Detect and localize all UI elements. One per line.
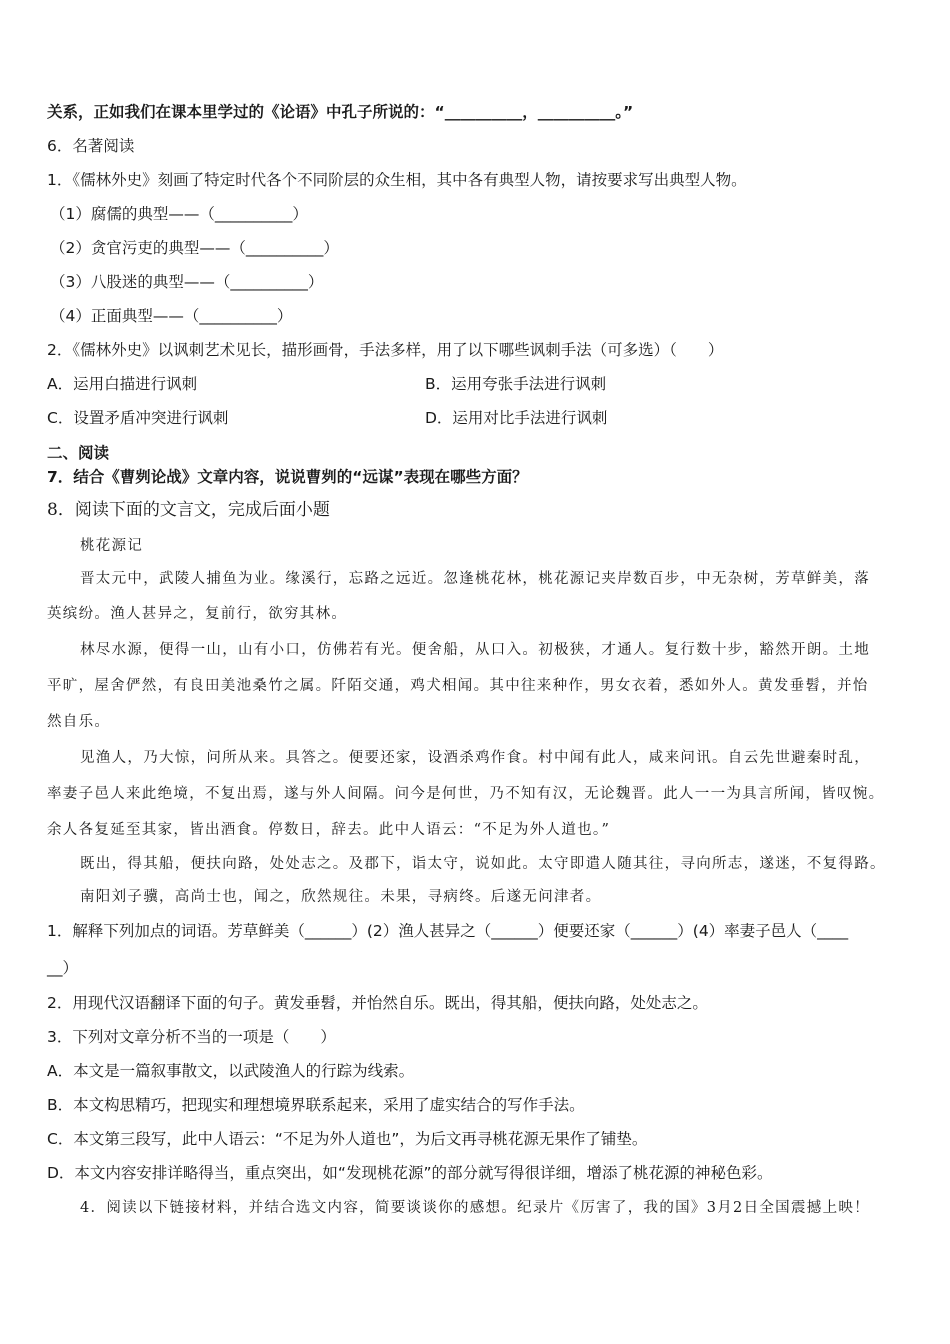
- passage-line-2: 英缤纷。渔人甚异之，复前行，欲穷其林。: [47, 606, 348, 622]
- q6-item-3: （3）八股迷的典型——（__________）: [50, 273, 324, 291]
- passage-line-9: 既出，得其船，便扶向路，处处志之。及郡下，诣太守，说如此。太守即遣人随其往，寻向所志，遂迷，不复得路。: [80, 856, 886, 872]
- q7-question: 7．结合《曹刿论战》文章内容，说说曹刿的“远谋”表现在哪些方面？: [47, 468, 528, 486]
- sub-q3: 3．下列对文章分析不当的一项是（ ）: [47, 1028, 336, 1046]
- passage-title: 桃花源记: [80, 538, 144, 554]
- q6-heading: 6．名著阅读: [47, 137, 135, 155]
- sub-q3-option-b: B．本文构思精巧，把现实和理想境界联系起来，采用了虚实结合的写作手法。: [47, 1096, 585, 1114]
- sub-q3-option-c: C．本文第三段写，此中人语云：“不足为外人道也”，为后文再寻桃花源无果作了铺垫。: [47, 1130, 648, 1148]
- q8-question: 8．阅读下面的文言文，完成后面小题: [47, 500, 330, 520]
- q6-question-1: 1．《儒林外史》刻画了特定时代各个不同阶层的众生相，其中各有典型人物，请按要求写出典型人物。: [47, 171, 747, 189]
- sub-q2: 2．用现代汉语翻译下面的句子。黄发垂髫，并怡然自乐。既出，得其船，便扶向路，处处志之。: [47, 994, 708, 1012]
- sub-q3-option-d: D．本文内容安排详略得当，重点突出，如“发现桃花源”的部分就写得很详细，增添了桃花源的神秘色彩。: [47, 1164, 773, 1182]
- q6-item-1: （1）腐儒的典型——（__________）: [50, 205, 308, 223]
- passage-line-10: 南阳刘子骥，高尚士也，闻之，欣然规往。未果，寻病终。后遂无问津者。: [80, 889, 602, 905]
- sub-q1-line-2: __）: [47, 959, 79, 977]
- passage-line-4: 平旷，屋舍俨然，有良田美池桑竹之属。阡陌交通，鸡犬相闻。其中往来种作，男女衣着，悉如外人。黄发垂髫，并怡: [47, 678, 869, 694]
- option-d: D．运用对比手法进行讽刺: [425, 409, 608, 427]
- q6-options-row-1: [47, 373, 607, 395]
- option-b: B．运用夸张手法进行讽刺: [425, 375, 607, 393]
- passage-line-6: 见渔人，乃大惊，问所从来。具答之。便要还家，设酒杀鸡作食。村中闻有此人，咸来问讯。自云先世避秦时乱，: [80, 750, 870, 766]
- top-continuation-line: 关系，正如我们在课本里学过的《论语》中孔子所说的：“__________，__________。”: [47, 103, 634, 121]
- passage-line-1: 晋太元中，武陵人捕鱼为业。缘溪行，忘路之远近。忽逢桃花林，桃花源记夹岸数百步，中无杂树，芳草鲜美，落: [80, 571, 870, 587]
- q6-item-4: （4）正面典型——（__________）: [50, 307, 293, 325]
- q6-question-2: 2．《儒林外史》以讽刺艺术见长，描形画骨，手法多样，用了以下哪些讽刺手法（可多选）（ ）: [47, 341, 724, 359]
- q6-options-row-2: [47, 407, 608, 429]
- sub-q1-line-1: 1．解释下列加点的词语。芳草鲜美（______）(2）渔人甚异之（______）便要还家（______）(4）率妻子邑人（____: [47, 922, 849, 940]
- passage-line-8: 余人各复延至其家，皆出酒食。停数日，辞去。此中人语云：“不足为外人道也。”: [47, 822, 611, 838]
- section-2-heading: 二、阅读: [47, 444, 110, 462]
- sub-q4: 4．阅读以下链接材料，并结合选文内容，简要谈谈你的感想。纪录片《厉害了，我的国》3月2日全国震撼上映！: [80, 1200, 870, 1216]
- option-a: A．运用白描进行讽刺: [47, 375, 198, 393]
- sub-q3-option-a: A．本文是一篇叙事散文，以武陵渔人的行踪为线索。: [47, 1062, 415, 1080]
- option-c: C．设置矛盾冲突进行讽刺: [47, 409, 229, 427]
- passage-line-3: 林尽水源，便得一山，山有小口，仿佛若有光。便舍船，从口入。初极狭，才通人。复行数十步，豁然开朗。土地: [80, 642, 870, 658]
- passage-line-5: 然自乐。: [47, 714, 111, 730]
- passage-line-7: 率妻子邑人来此绝境，不复出焉，遂与外人间隔。问今是何世，乃不知有汉，无论魏晋。此人一一为具言所闻，皆叹惋。: [47, 786, 885, 802]
- q6-item-2: （2）贪官污吏的典型——（__________）: [50, 239, 339, 257]
